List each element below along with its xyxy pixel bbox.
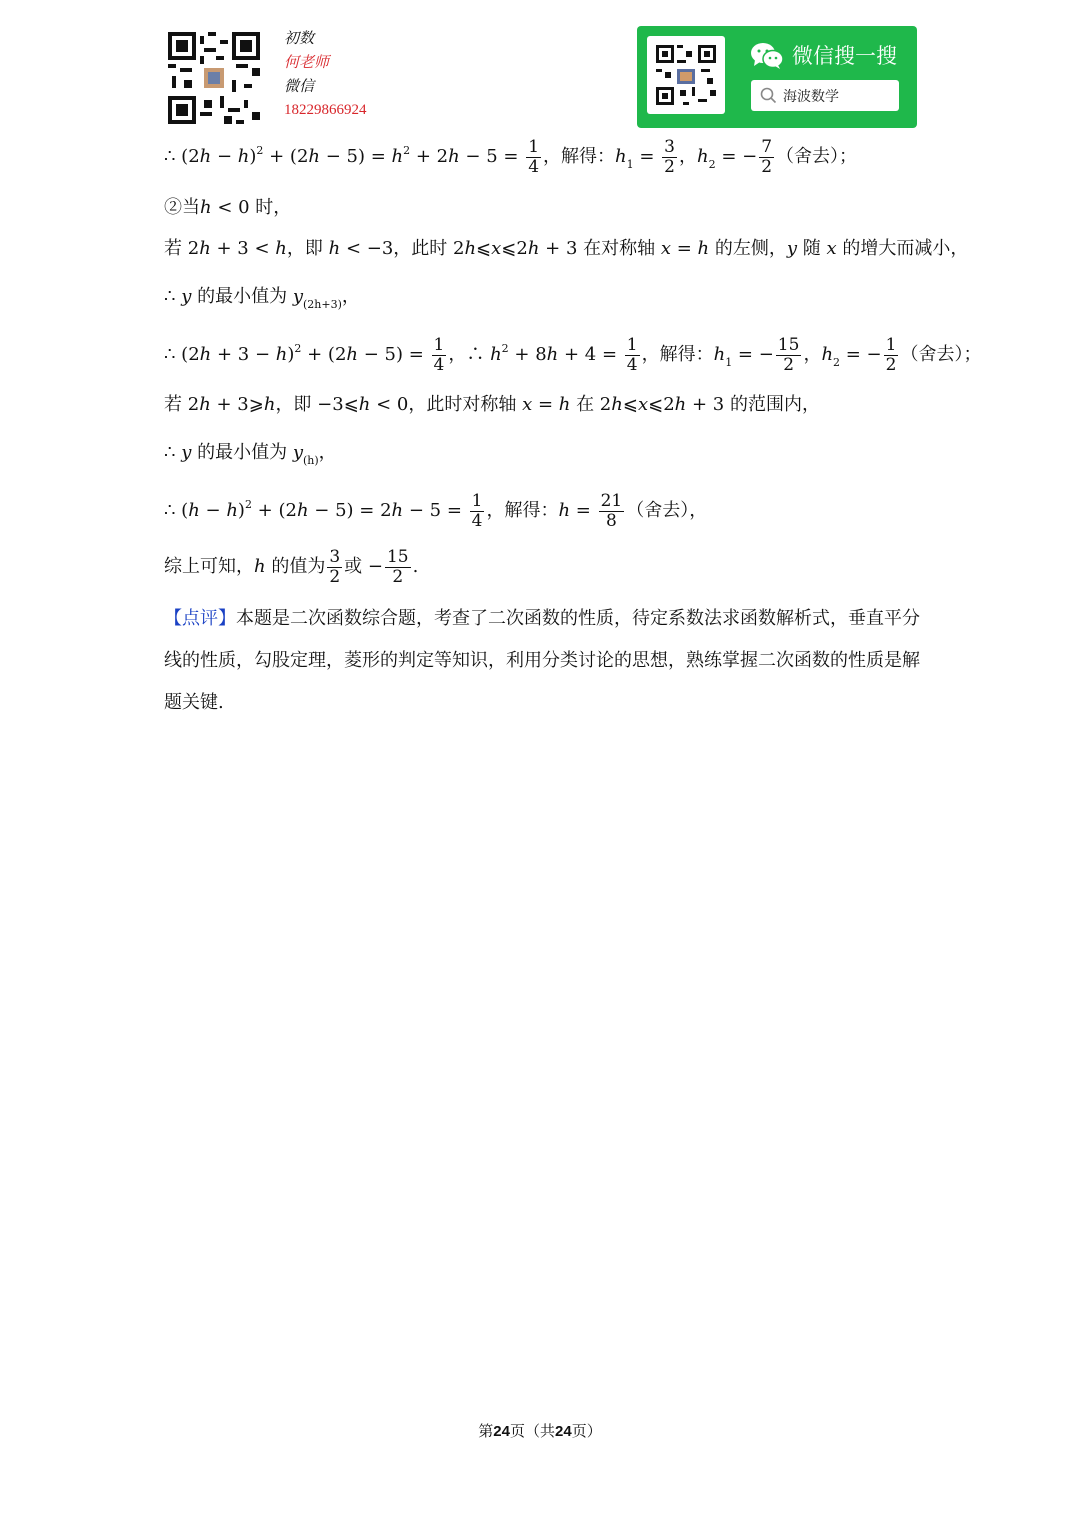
comment-text: 本题是二次函数综合题，考查了二次函数的性质，待定系数法求函数解析式，垂直平分线的性质，勾股定理，菱形的判定等知识，利用分类讨论的思想，熟练掌握二次函数的性质是解题关键. [164, 608, 920, 713]
fraction: $\frac{1}{4}$ [433, 335, 445, 375]
fraction: $\frac{1}{4}$ [528, 137, 540, 177]
fraction: $\frac{7}{2}$ [761, 137, 773, 177]
equation-line-2: ∴ $(2h + 3 - h)^2 + (2h - 5)$ = $\frac{1}{4}$ ，∴ $h^2 + 8h + 4$ = $\frac{1}{4}$ ，解得：$h_1$ = − $\frac{15}{2}$ ，$h_2$ = − $\frac{1}{2}$ （舍去）； [164, 335, 982, 375]
qr-code-left [168, 32, 260, 124]
fraction: $\frac{15}{2}$ [386, 547, 409, 587]
fraction: $\frac{15}{2}$ [777, 335, 800, 375]
min-value-line-1: ∴ y 的最小值为 $y_{(2h+3)}$， [164, 286, 360, 311]
contact-line-subject: 初数 [284, 29, 315, 47]
equation-line-1: ∴ $(2h - h)^2 + (2h - 5) = h^2 + 2h - 5$ = $\frac{1}{4}$ ，解得：$h_1$ = $\frac{3}{2}$ ，$h_2$ = − $\frac{7}{2}$ （舍去）； [164, 137, 858, 177]
contact-line-wechat: 微信 [284, 77, 315, 95]
page-total: 24 [555, 1423, 572, 1440]
contact-line-phone: 18229866924 [284, 102, 367, 118]
contact-info [284, 26, 367, 122]
fraction: $\frac{1}{2}$ [885, 335, 897, 375]
fraction: $\frac{3}{2}$ [664, 137, 675, 177]
page-number: 24 [493, 1423, 510, 1440]
wechat-search-text: 海波数学 [783, 89, 839, 105]
search-icon [760, 87, 777, 104]
min-value-line-2: ∴ y 的最小值为 $y_{(h)}$， [164, 442, 337, 467]
wechat-search-card [637, 26, 917, 128]
fraction: $\frac{1}{4}$ [471, 491, 483, 531]
comment-label: 【点评】 [164, 608, 236, 629]
fraction: $\frac{21}{8}$ [600, 491, 623, 531]
page-footer: 第24页（共24页） [478, 1422, 602, 1440]
condition-line-1: 若 2h + 3 < h，即 h < −3，此时 2h⩽x⩽2h + 3 在对称轴 x = h 的左侧，y 随 x 的增大而减小， [164, 238, 969, 259]
wechat-search-title: 微信搜一搜 [792, 44, 897, 68]
fraction: $\frac{1}{4}$ [626, 335, 638, 375]
case-heading: ②当h < 0 时， [164, 197, 292, 218]
condition-line-2: 若 2h + 3⩾h，即 −3⩽h < 0，此时对称轴 x = h 在 2h⩽x⩽2h + 3 的范围内， [164, 394, 820, 415]
qr-code-right [647, 36, 725, 114]
conclusion-line: 综上可知，h 的值为 $\frac{3}{2}$ 或 − $\frac{15}{2}$ . [164, 547, 419, 587]
fraction: $\frac{3}{2}$ [329, 547, 341, 587]
comment-paragraph [164, 598, 920, 724]
contact-line-teacher: 何老师 [284, 53, 330, 71]
equation-line-3: ∴ $(h - h)^2 + (2h - 5) = 2h - 5$ = $\frac{1}{4}$ ，解得：h = $\frac{21}{8}$ （舍去）， [164, 491, 708, 531]
wechat-search-box[interactable] [751, 80, 899, 111]
